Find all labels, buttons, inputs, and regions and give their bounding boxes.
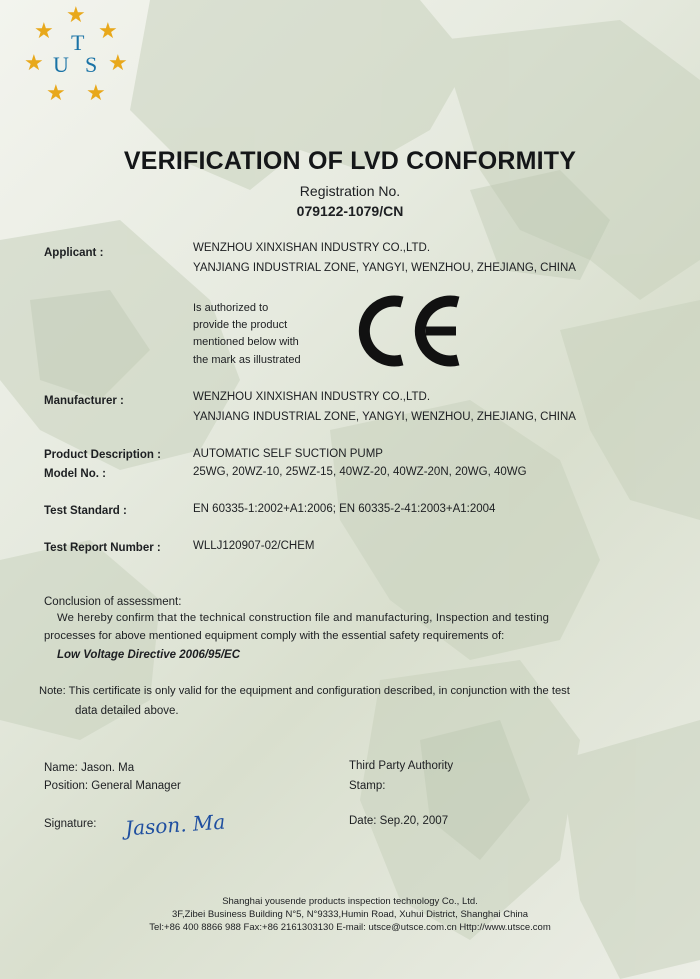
registration-number: 079122-1079/CN (296, 203, 404, 219)
logo-letter-t: T (71, 30, 85, 55)
authorization-line: mentioned below with (193, 336, 299, 348)
star-icon: ★ (66, 2, 86, 27)
star-icon: ★ (24, 50, 44, 75)
manufacturer-name: WENZHOU XINXISHAN INDUSTRY CO.,LTD. (193, 391, 431, 403)
authorization-line: provide the product (193, 319, 288, 331)
signatory-name: Name: Jason. Ma (44, 762, 135, 774)
logo-letter-u: U (53, 52, 69, 77)
note-text: data detailed above. (75, 705, 179, 717)
tusa-logo (22, 2, 132, 108)
test-report-label: Test Report Number : (44, 542, 161, 554)
conclusion-heading: Conclusion of assessment: (44, 596, 182, 608)
conclusion-text: We hereby confirm that the technical construction file and manufacturing, Inspection and testing (57, 612, 550, 624)
model-number-label: Model No. : (44, 468, 106, 480)
note-text: Note: This certificate is only valid for the equipment and configuration described, in conjunction with the test (39, 685, 570, 697)
signature-label: Signature: (44, 818, 97, 830)
test-report-value: WLLJ120907-02/CHEM (193, 540, 315, 552)
star-icon: ★ (46, 80, 66, 105)
manufacturer-address: YANJIANG INDUSTRIAL ZONE, YANGYI, WENZHOU, ZHEJIANG, CHINA (193, 411, 576, 423)
issuer-contact: Tel:+86 400 8866 988 Fax:+86 2161303130 E-mail: utsce@utsce.com.cn Http://www.utsce.com (149, 922, 551, 933)
conclusion-text: processes for above mentioned equipment comply with the essential safety requirements of: (44, 630, 505, 642)
directive: Low Voltage Directive 2006/95/EC (57, 649, 241, 661)
model-number-value: 25WG, 20WZ-10, 25WZ-15, 40WZ-20, 40WZ-20N, 20WG, 40WG (193, 466, 527, 478)
applicant-name: WENZHOU XINXISHAN INDUSTRY CO.,LTD. (193, 242, 431, 254)
authorization-line: the mark as illustrated (193, 354, 301, 366)
certificate-title: VERIFICATION OF LVD CONFORMITY (123, 147, 577, 175)
product-description-value: AUTOMATIC SELF SUCTION PUMP (193, 448, 383, 460)
star-icon: ★ (86, 80, 106, 105)
issuer-address: 3F,Zibei Business Building N°5, N°9333,Humin Road, Xuhui District, Shanghai China (171, 909, 529, 920)
star-icon: ★ (108, 50, 128, 75)
product-description-label: Product Description : (44, 449, 161, 461)
handwritten-signature: Jason. Ma (124, 809, 226, 841)
applicant-address: YANJIANG INDUSTRIAL ZONE, YANGYI, WENZHOU, ZHEJIANG, CHINA (193, 262, 576, 274)
applicant-label: Applicant : (44, 247, 104, 259)
signatory-position: Position: General Manager (44, 780, 181, 792)
logo-letter-s: S (85, 52, 98, 77)
issue-date: Date: Sep.20, 2007 (349, 815, 449, 827)
star-icon: ★ (98, 18, 118, 43)
issuer-name: Shanghai yousende products inspection technology Co., Ltd. (222, 896, 478, 907)
authorization-line: Is authorized to (193, 302, 269, 314)
registration-label: Registration No. (299, 183, 401, 199)
authority-label: Third Party Authority (349, 760, 454, 772)
star-icon: ★ (34, 18, 54, 43)
ce-mark-icon (358, 294, 466, 368)
manufacturer-label: Manufacturer : (44, 395, 124, 407)
test-standard-value: EN 60335-1:2002+A1:2006; EN 60335-2-41:2003+A1:2004 (193, 503, 496, 515)
test-standard-label: Test Standard : (44, 505, 127, 517)
stamp-label: Stamp: (349, 780, 386, 792)
